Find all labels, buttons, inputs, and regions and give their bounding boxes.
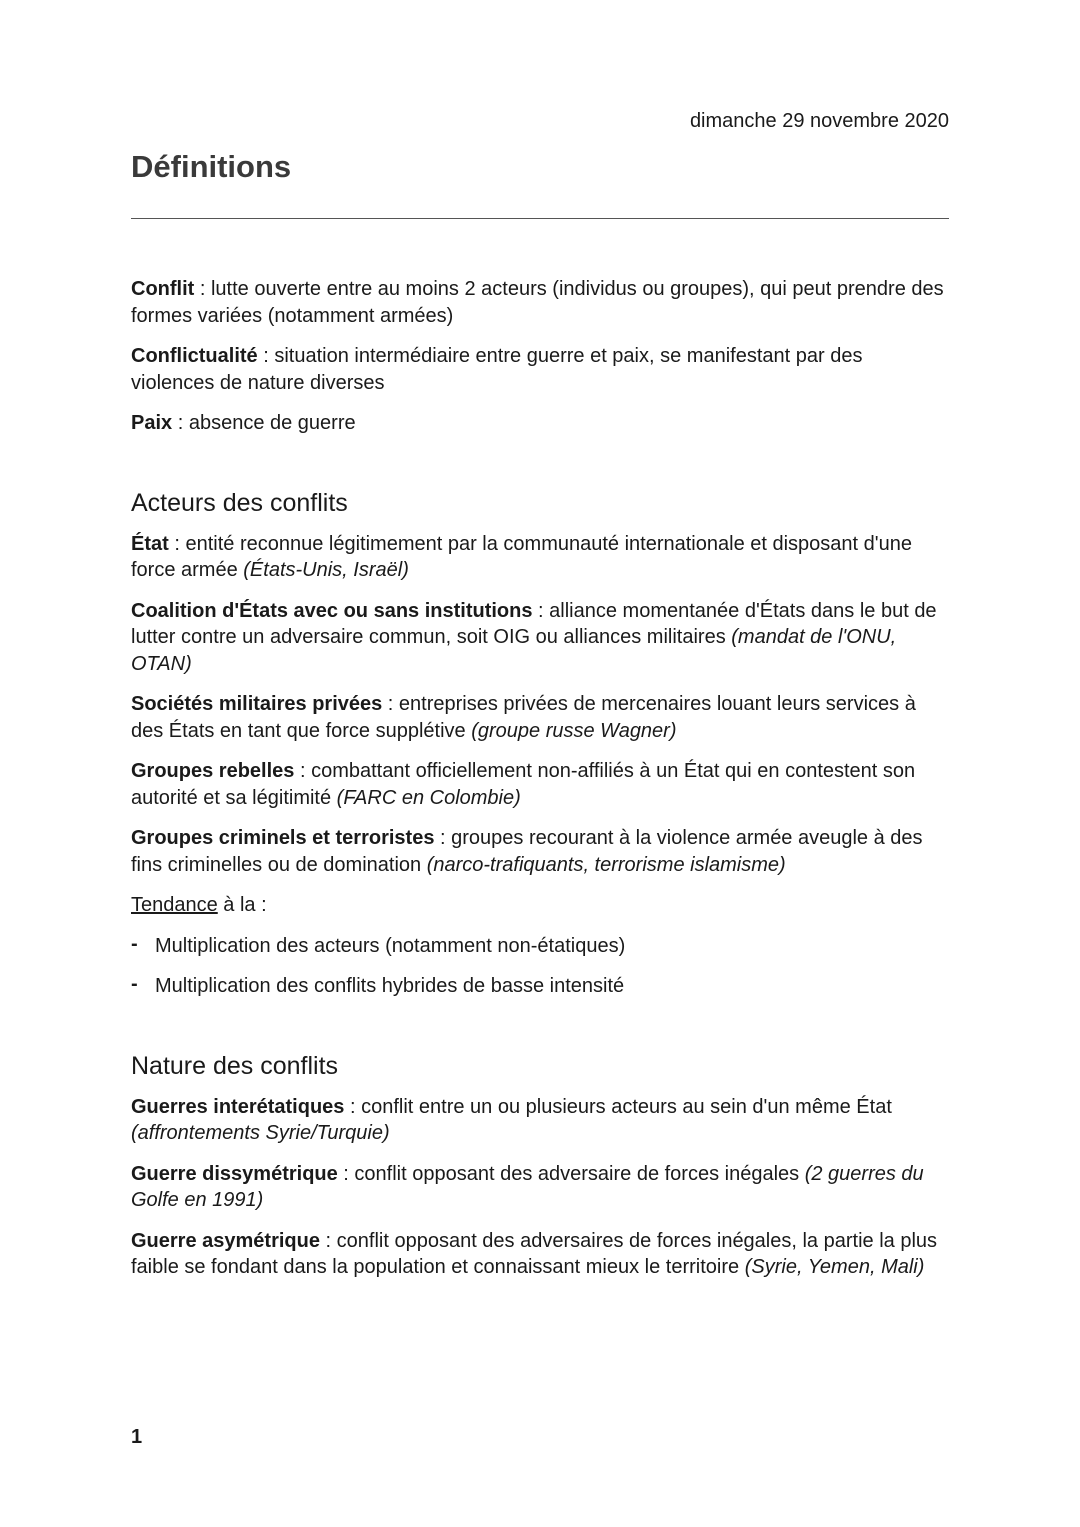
definition-separator: : xyxy=(194,278,211,300)
trend-list xyxy=(131,933,949,1000)
definition-text: conflit opposant des adversaires de forces inégales, la partie la plus faible se fondant dans la population et connaissant mieux le territoire xyxy=(131,1229,938,1278)
list-item xyxy=(131,933,949,960)
definition-term: Sociétés militaires privées xyxy=(131,693,383,715)
definition-separator: : xyxy=(532,599,550,622)
definition-example: (États-Unis, Israël) xyxy=(243,559,409,581)
definition-text: conflit opposant des adversaire de forces inégales xyxy=(354,1162,805,1185)
definition-separator: : xyxy=(382,693,399,715)
definition-conflit xyxy=(131,276,949,329)
definition-guerre-dissymetrique xyxy=(131,1161,949,1214)
definition-term: Guerre dissymétrique xyxy=(131,1162,338,1185)
definition-example: (FARC en Colombie) xyxy=(336,786,521,809)
definition-separator: : xyxy=(337,1162,355,1185)
definition-societes-militaires xyxy=(131,691,949,744)
definition-text: groupes recourant à la violence armée aveugle à des fins criminelles ou de domination xyxy=(131,827,923,876)
definition-conflictualite xyxy=(131,343,949,396)
definition-example: (2 guerres du Golfe en 1991) xyxy=(131,1162,924,1211)
list-item-text: Multiplication des conflits hybrides de basse intensité xyxy=(155,975,625,997)
section-heading-acteurs: Acteurs des conflits xyxy=(131,488,348,517)
trend-label: Tendance xyxy=(131,894,218,916)
definition-separator: : xyxy=(172,412,189,434)
definition-example: (groupe russe Wagner) xyxy=(471,719,677,742)
document-content xyxy=(131,276,949,1295)
definition-guerres-interetatiques xyxy=(131,1094,949,1147)
definition-term: Coalition d'États avec ou sans institutions xyxy=(131,599,533,622)
definition-term: Groupes rebelles xyxy=(131,760,295,782)
definition-separator: : xyxy=(168,532,186,555)
definition-example: (Syrie, Yemen, Mali) xyxy=(744,1256,925,1278)
definition-example: (mandat de l'ONU, OTAN) xyxy=(131,626,897,675)
definition-text: entreprises privées de mercenaires louant leurs services à des États en tant que force supplétive xyxy=(131,693,916,742)
definition-example: (narco-trafiquants, terrorisme islamisme) xyxy=(426,853,786,876)
trend-intro xyxy=(131,892,949,919)
definition-term: Paix xyxy=(131,412,173,434)
definition-separator: : xyxy=(294,760,312,782)
definition-text: situation intermédiaire entre guerre et paix, se manifestant par des violences de nature diverses xyxy=(131,345,863,394)
title-divider xyxy=(131,218,949,219)
definition-separator: : xyxy=(434,827,452,849)
definition-term: État xyxy=(131,532,169,555)
definition-groupes-criminels xyxy=(131,825,949,878)
list-item xyxy=(131,973,949,1000)
document-date: dimanche 29 novembre 2020 xyxy=(689,110,949,132)
bullet-dash: - xyxy=(131,973,138,995)
definition-term: Conflictualité xyxy=(131,345,258,367)
definition-text: alliance momentanée d'États dans le but de lutter contre un adversaire commun, soit OIG ou alliances militaires xyxy=(131,599,937,648)
definition-separator: : xyxy=(257,345,275,367)
bullet-dash: - xyxy=(131,932,138,955)
definition-term: Guerres interétatiques xyxy=(131,1095,345,1118)
definition-guerre-asymetrique xyxy=(131,1228,949,1281)
definition-text: absence de guerre xyxy=(188,412,356,434)
definition-etat xyxy=(131,531,949,584)
list-item-text: Multiplication des acteurs (notamment non-étatiques) xyxy=(155,934,626,957)
definition-text: entité reconnue légitimement par la communauté internationale et disposant d'une force armée xyxy=(131,532,912,581)
page-number: 1 xyxy=(131,1426,143,1448)
definition-text: combattant officiellement non-affiliés à un État qui en contestent son autorité et sa légitimité xyxy=(131,760,916,809)
section-heading-nature: Nature des conflits xyxy=(131,1051,339,1080)
definition-coalition xyxy=(131,598,949,678)
definition-example: (affrontements Syrie/Turquie) xyxy=(131,1122,390,1144)
definition-separator: : xyxy=(344,1095,362,1118)
definition-groupes-rebelles xyxy=(131,758,949,811)
definition-text: lutte ouverte entre au moins 2 acteurs (individus ou groupes), qui peut prendre des formes variées (notamment armées) xyxy=(131,278,944,327)
trend-suffix: à la : xyxy=(217,894,267,916)
definition-separator: : xyxy=(319,1229,337,1252)
page-title: Définitions xyxy=(131,149,292,184)
definition-term: Conflit xyxy=(131,278,195,300)
definition-paix xyxy=(131,410,949,437)
definition-term: Groupes criminels et terroristes xyxy=(131,827,435,849)
document-page xyxy=(131,0,949,1527)
definition-term: Guerre asymétrique xyxy=(131,1229,320,1252)
definition-text: conflit entre un ou plusieurs acteurs au sein d'un même État xyxy=(361,1095,892,1118)
